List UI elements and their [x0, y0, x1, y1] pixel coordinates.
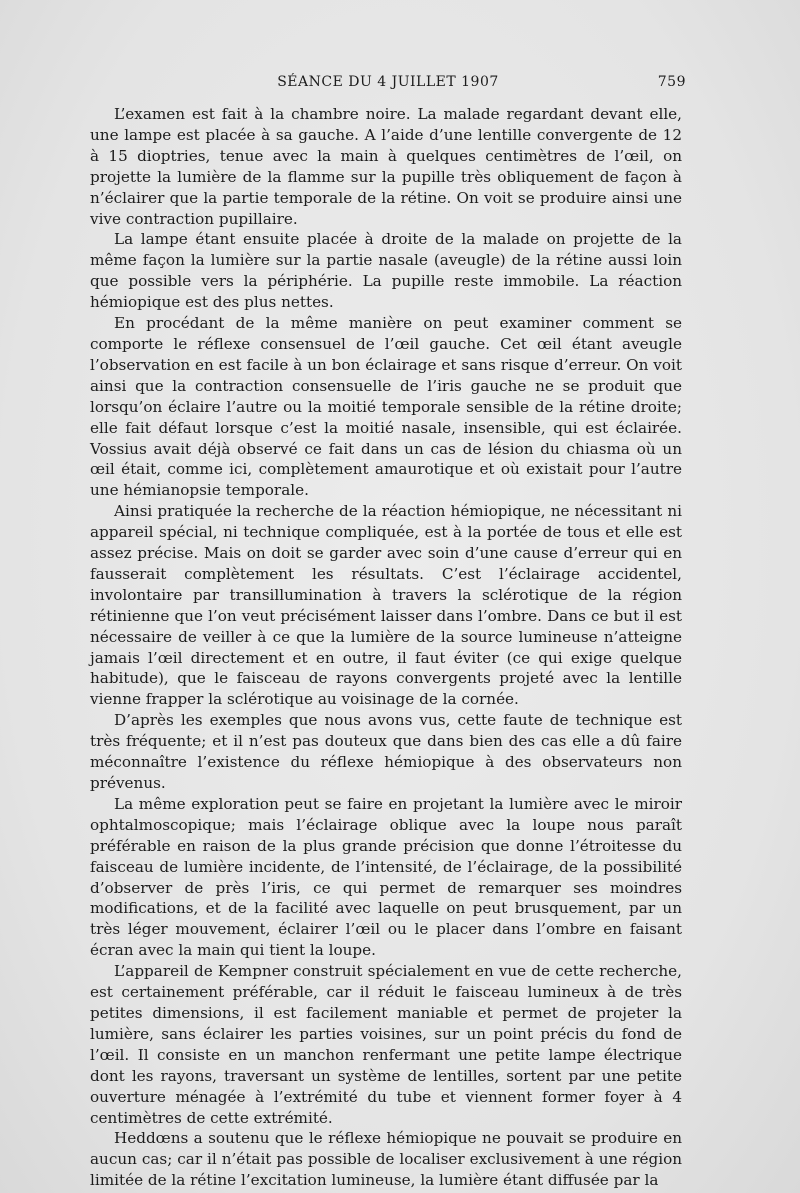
page-number: 759 — [657, 74, 686, 90]
page-header — [90, 74, 686, 96]
running-title: SÉANCE DU 4 JUILLET 1907 — [277, 74, 499, 90]
paragraph: Ainsi pratiquée la recherche de la réaction hémiopique, ne nécessitant ni appareil spécial, ni technique compliquée, est à la portée de tous et elle est assez précise. Mais on doit se garder avec soin d’une cause d’erreur qui en fausserait complètement les résultats. C’est l’éclairage accidentel, involontaire par transillumination à travers la sclérotique de la région rétinienne que l’on veut précisément laisser dans l’ombre. Dans ce but il est nécessaire de veiller à ce que la lumière de la source lumineuse n’atteigne jamais l’œil directement et en outre, il faut éviter (ce qui exige quelque habitude), que le faisceau de rayons convergents projeté avec la lentille vienne frapper la sclérotique au voisinage de la cornée. — [90, 502, 682, 709]
paragraph: La lampe étant ensuite placée à droite de la malade on projette de la même façon la lumière sur la partie nasale (aveugle) de la rétine aussi loin que possible vers la périphérie. La pupille reste immobile. La réaction hémiopique est des plus nettes. — [90, 230, 682, 312]
paragraph: La même exploration peut se faire en projetant la lumière avec le miroir ophtalmoscopique; mais l’éclairage oblique avec la loupe nous paraît préférable en raison de la plus grande précision que donne l’étroitesse du faisceau de lumière incidente, de l’intensité, de l’éclairage, de la possibilité d’observer de près l’iris, ce qui permet de remarquer ses moindres modifications, et de la facilité avec laquelle on peut brusquement, par un très léger mouvement, éclairer l’œil ou le placer dans l’ombre en faisant écran avec la main qui tient la loupe. — [90, 794, 682, 960]
paragraph: L’appareil de Kempner construit spécialement en vue de cette recherche, est certainement préférable, car il réduit le faisceau lumineux à de très petites dimensions, il est facilement maniable et permet de projeter la lumière, sans éclairer les parties voisines, sur un point précis du fond de l’œil. Il consiste en un manchon renfermant une petite lampe électrique dont les rayons, traversant un système de lentilles, sortent par une petite ouverture ménagée à l’extrémité du tube et viennent former foyer à 4 centimètres de cette extrémité. — [90, 962, 682, 1127]
paragraph: En procédant de la même manière on peut examiner comment se comporte le réflexe consensuel de l’œil gauche. Cet œil étant aveugle l’observation en est facile à un bon éclairage et sans risque d’erreur. On voit ainsi que la contraction consensuelle de l’iris gauche ne se produit que lorsqu’on éclaire l’autre ou la moitié temporale sensible de la rétine droite; elle fait défaut lorsque c’est la moitié nasale, insensible, qui est éclairée. Vossius avait déjà observé ce fait dans un cas de lésion du chiasma où un œil était, comme ici, complètement amaurotique et où existait pour l’autre une hémianopsie temporale. — [90, 314, 682, 500]
paragraph: D’après les exemples que nous avons vus, cette faute de technique est très fréquente; et il n’est pas douteux que dans bien des cas elle a dû faire méconnaître l’existence du réflexe hémiopique à des observateurs non prévenus. — [90, 711, 682, 792]
body-text — [90, 104, 682, 1191]
paragraph: Heddœns a soutenu que le réflexe hémiopique ne pouvait se produire en aucun cas; car il n’était pas possible de localiser exclusivement à une région limitée de la rétine l’excitation lumineuse, la lumière étant diffusée par la — [90, 1129, 682, 1190]
paragraph: L’examen est fait à la chambre noire. La malade regardant devant elle, une lampe est placée à sa gauche. A l’aide d’une lentille convergente de 12 à 15 dioptries, tenue avec la main à quelques centimètres de l’œil, on projette la lumière de la flamme sur la pupille très obliquement de façon à n’éclairer que la partie temporale de la rétine. On voit se produire ainsi une vive contraction pupillaire. — [90, 105, 682, 228]
